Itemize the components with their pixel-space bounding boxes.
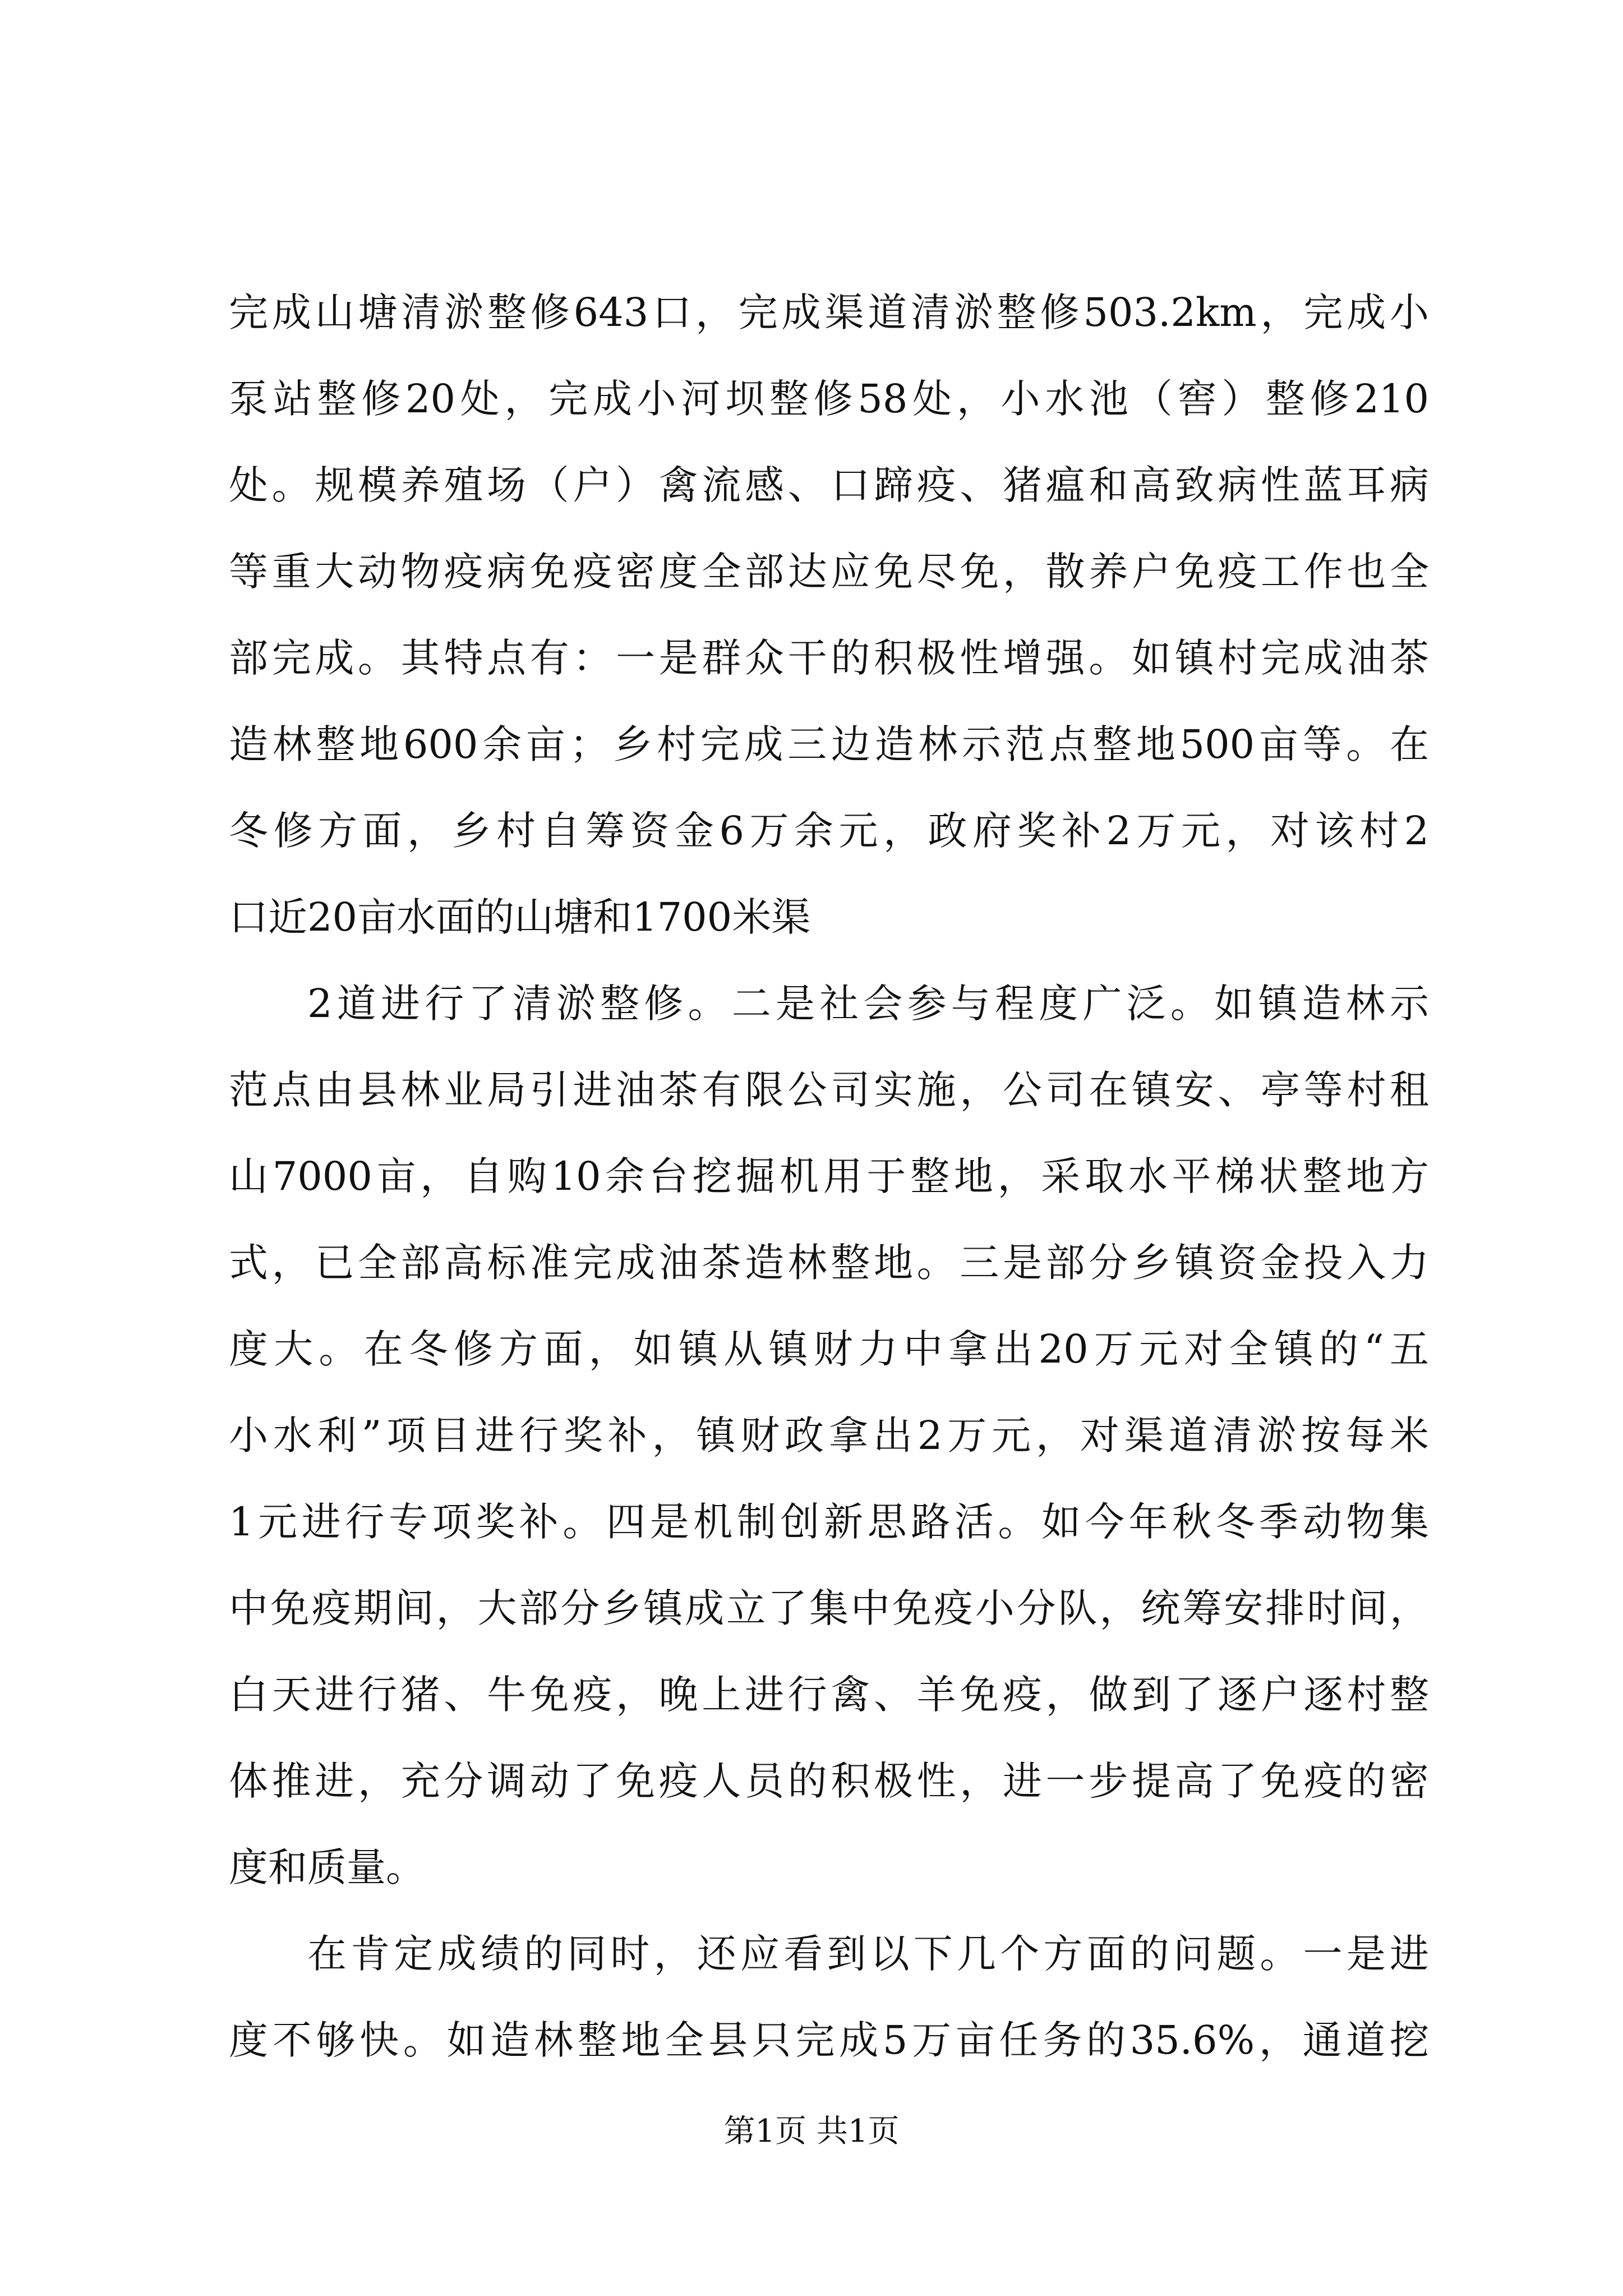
- text-line: 度大。在冬修方面，如镇从镇财力中拿出20万元对全镇的“五: [229, 1326, 1429, 1372]
- text-line: 体推进，充分调动了免疫人员的积极性，进一步提高了免疫的密: [229, 1758, 1429, 1804]
- text-line: 完成山塘清淤整修643口，完成渠道清淤整修503.2km，完成小: [229, 289, 1429, 335]
- text-line: 度和质量。: [229, 1844, 425, 1890]
- text-line: 小水利”项目进行奖补，镇财政拿出2万元，对渠道清淤按每米: [229, 1412, 1429, 1458]
- paragraph-3: [229, 1911, 1429, 2083]
- text-line: 白天进行猪、牛免疫，晚上进行禽、羊免疫，做到了逐户逐村整: [229, 1672, 1429, 1718]
- text-line: 2道进行了清淤整修。二是社会参与程度广泛。如镇造林示: [307, 981, 1429, 1027]
- paragraph-2: [229, 960, 1429, 1911]
- text-line: 等重大动物疫病免疫密度全部达应免尽免，散养户免疫工作也全: [229, 549, 1429, 595]
- text-line: 中免疫期间，大部分乡镇成立了集中免疫小分队，统筹安排时间，: [229, 1585, 1429, 1631]
- paragraph-1: [229, 269, 1429, 960]
- document-body: [229, 269, 1429, 2083]
- text-line: 部完成。其特点有：一是群众干的积极性增强。如镇村完成油茶: [229, 635, 1429, 681]
- text-line: 处。规模养殖场（户）禽流感、口蹄疫、猪瘟和高致病性蓝耳病: [229, 462, 1429, 508]
- text-line: 泵站整修20处，完成小河坝整修58处，小水池（窖）整修210: [229, 376, 1429, 422]
- text-line: 造林整地600余亩；乡村完成三边造林示范点整地500亩等。在: [229, 721, 1429, 767]
- text-line: 1元进行专项奖补。四是机制创新思路活。如今年秋冬季动物集: [229, 1499, 1429, 1545]
- text-line: 口近20亩水面的山塘和1700米渠: [229, 894, 811, 940]
- text-line: 在肯定成绩的同时，还应看到以下几个方面的问题。一是进: [307, 1931, 1429, 1977]
- text-line: 度不够快。如造林整地全县只完成5万亩任务的35.6%，通道挖: [229, 2017, 1429, 2063]
- page-footer: [0, 2109, 1623, 2154]
- text-line: 式，已全部高标准完成油茶造林整地。三是部分乡镇资金投入力: [229, 1240, 1429, 1286]
- page-number: 第1页 共1页: [723, 2113, 900, 2150]
- text-line: 范点由县林业局引进油茶有限公司实施，公司在镇安、亭等村租: [229, 1067, 1429, 1113]
- text-line: 冬修方面，乡村自筹资金6万余元，政府奖补2万元，对该村2: [229, 808, 1429, 854]
- text-line: 山7000亩，自购10余台挖掘机用于整地，采取水平梯状整地方: [229, 1153, 1429, 1199]
